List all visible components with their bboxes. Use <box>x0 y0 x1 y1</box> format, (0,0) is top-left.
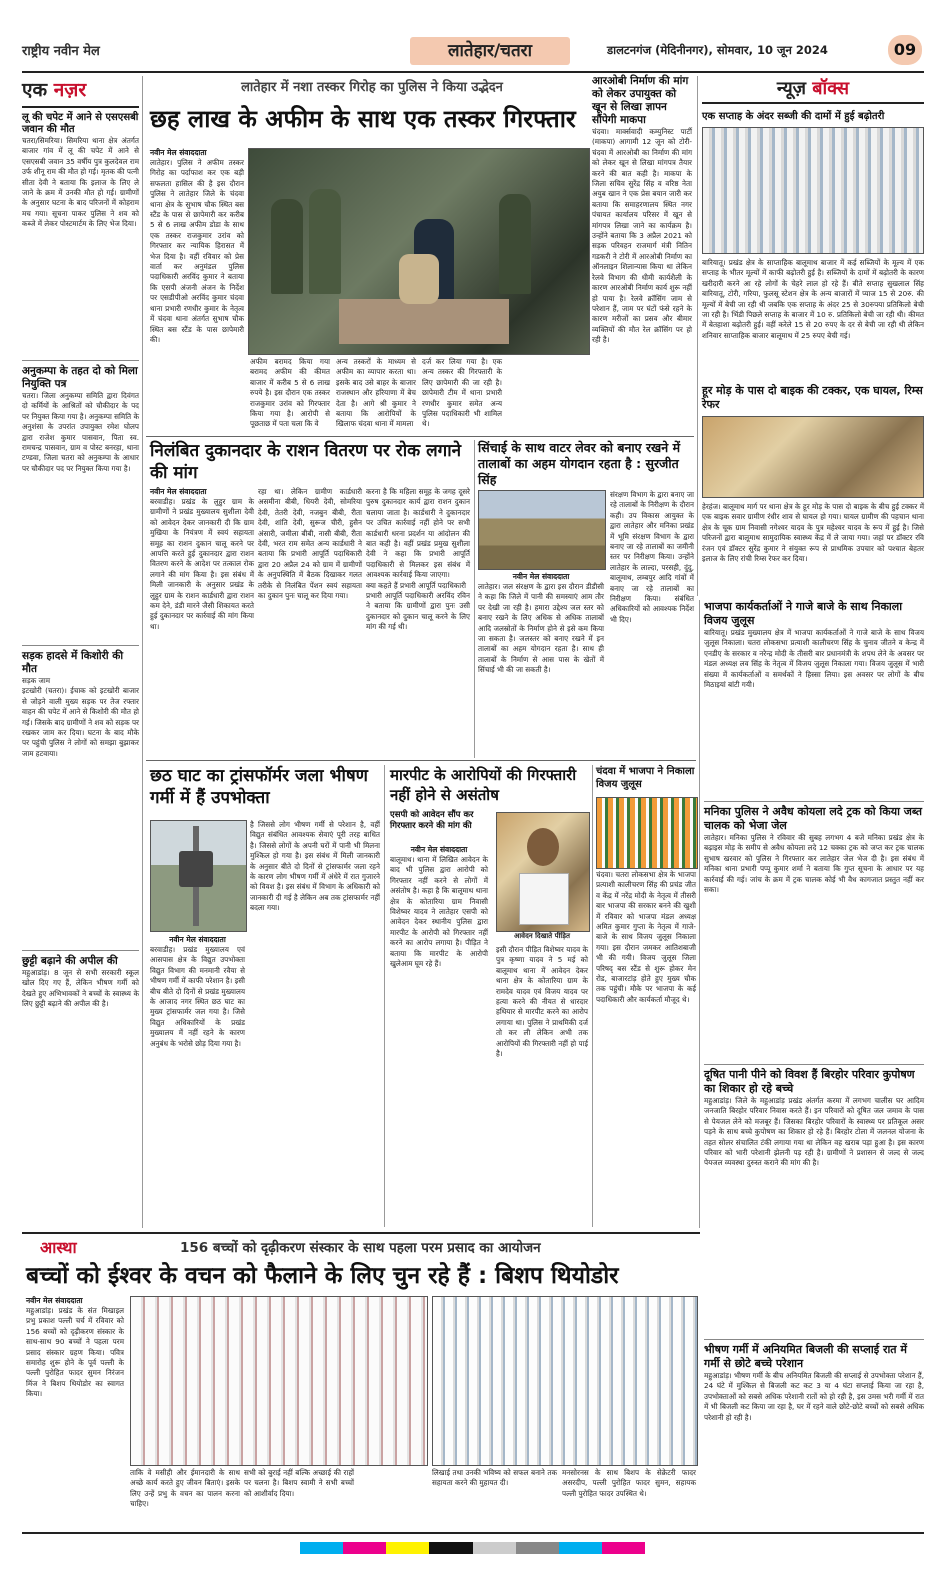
nazar-headline: छुट्टी बढ़ाने की अपील की <box>22 955 118 967</box>
marpeet-text-col1 <box>390 845 491 1227</box>
bijli-headline: भीषण गर्मी में अनियमित बिजली की सप्लाई रात में गर्मी से छोटे बच्चे परेशान <box>704 1343 907 1370</box>
section-label: लातेहार/चतरा <box>410 37 570 65</box>
irrigation-body: लातेहार। जल संरक्षण के द्वारा इस दौरान डीडीसी ने कहा कि जिले में पानी की समस्याएं आम तौर पर देखी जा रही है। हमारा उद्देश्य जल स्तर को बनाए रखने के लिए अधिक से अधिक तालाबों आदि जलस्रोतों के निर्माण होने से इसे कम किया जा सकता है। जलस्तर को बनाए रखने में इन तालाबों का अहम योगदान रहता है। साथ ही तालाबों के निर्माण से आस पास के खेतों में सिंचाई भी की जा सकती है। <box>478 582 607 675</box>
aastha-kicker: 156 बच्चों को दृढ़ीकरण संस्कार के साथ पहला परम प्रसाद का आयोजन <box>180 1240 541 1256</box>
aastha-tag: आस्था <box>40 1238 77 1257</box>
chandwa-bjp-headline: चंदवा में भाजपा ने निकाला विजय जुलूस <box>596 766 695 790</box>
aastha-headline: बच्चों को ईश्वर के वचन को फैलाने के लिए चुन रहे हैं : बिशप थियोडोर <box>26 1263 619 1289</box>
lead-body: लातेहार। पुलिस ने अफीम तस्कर गिरोह का पर्दाफाश कर एक बड़ी सफलता हासिल की है इस दौरान पुलिस ने लातेहार जिले के चंदवा थाना क्षेत्र के सुभाष चौक स्थित बस स्टैंड के पास से छापेमारी कर करीब 5 से 6 लाख अफीम डोडा के साथ एक तस्कर राजकुमार उरांव को गिरफ्तार कर न्यायिक हिरासत में भेज दिया है। वहीं रविवार को प्रेस वार्ता कर अनुमंडल पुलिस पदाधिकारी अरविंद कुमार ने बताया कि एसपी अंजनी अंजन के निर्देश पर एसडीपीओ अरविंद कुमार चंदवा थाना प्रभारी रणधीर कुमार के नेतृत्व में चंदवा थाना अंतर्गत सुभाष चौक स्थित बस स्टैंड के पास छापेमारी की। <box>150 158 247 344</box>
section-rule <box>146 760 696 761</box>
photo-caption: आवेदन दिखाते पीड़ित <box>514 932 570 940</box>
pond-inspection-photo <box>478 490 606 570</box>
nazar-item <box>22 650 139 946</box>
ration-body: बरवाडीह। प्रखंड के लुहुर ग्राम के ग्रामीणों ने प्रखंड मुख्यालय सुशीला देवी को आवेदन देकर जानकारी दी कि ग्राम मुखिया के नियंत्रण में स्वयं सहायता समूह का राशन दुकान चालू करने पर आपत्ति करते हुई दुकानदार द्वारा राशन वितरण करने के आदेश पर तत्काल रोक लगाने की मांग किया है। इस संबंध में मिली जानकारी के अनुसार प्रखंड के लुहुर ग्राम के राशन कार्डधारी द्वारा राशन कम देने, डंडी मारने जैसी शिकायत करते हुई दुकानदार पर कार्रवाई की मांग किया था। <box>150 497 257 631</box>
victory-procession-photo <box>596 797 698 869</box>
ration-body-col3: करना है कि महिला समूह के जगह दूसरे पुरुष दुकानदार कार्य द्वारा राशन दुकान चलाया जाता है। कार्डधारी ने दुकानदार पर उचित कार्रवाई नहीं होने पर सभी कार्डधारी धरना प्रदर्शन या आंदोलन की बात कही है। वहीं प्रखंड प्रमुख सुशीला देवी ने कहा कि प्रभारी आपूर्ति पदाधिकारी से मिलकर इस संबंध में आवश्यक कार्रवाई किया जाएगा। क्या कहते हैं प्रभारी आपूर्ति पदाधिकारी प्रभारी आपूर्ति पदाधिकारी अरविंद रविन ने बताया कि ग्रामीणों द्वारा पुनः उसी दुकानदार को दुकान चालू करने के लिए मांग की गई थी। <box>366 487 470 632</box>
news-box-headline: एक सप्ताह के अंदर सब्जी की दामों में हुई बढ़ोतरी <box>702 111 885 122</box>
lead-body-col3: अन्य तस्करों के माध्यम से अफीम का व्यापार करता था। इसके बाद उसे बाहर के बाजार राजस्थान और हरियाणा में बेच देता है। आगे श्री कुमार ने बताया कि आरोपियों के खिलाफ चंदवा थाना में मामला <box>336 357 419 429</box>
vegetable-market-photo <box>702 127 924 254</box>
aastha-text-col1 <box>26 1296 127 1528</box>
nazar-body: महुआडांड़। 8 जून से सभी सरकारी स्कूल खोल दिए गए हैं, लेकिन भीषण गर्मी को देखते हुए अभिभावकों ने बच्चों के स्वास्थ्य के लिए छुट्टी बढ़ाने की अपील की है। <box>22 968 142 1009</box>
aastha-body-col2: ताकि वे मसीही और ईमानदारी के साथ अच्छे कार्य करते हुए जीवन बिताएं। इसके लिए उन्हें प्रभु के वचन का पालन करना चाहिए। <box>130 1468 243 1509</box>
byline: नवीन मेल संवाददाता <box>410 845 468 854</box>
irrigation-body-col2: संरक्षण विभाग के द्वारा बनाए जा रहे तालाबों के निरीक्षण के दौरान कही। उप विकास आयुक्त के द्वारा लातेहार और मनिका प्रखंड में भूमि संरक्षण विभाग के द्वारा बनाए जा रहे तालाबों का जमीनी स्तर पर निरीक्षण किया। उन्होंने लातेहार के लाल्दा, परसही, दुंदु, बालूमाथ, लम्बपुर आदि गांवों में बनाए जा रहे तालाबों का निरीक्षण किया। संबंधित अधिकारियों को आवश्यक निर्देश भी दिए। <box>610 490 697 624</box>
lead-body-col4: दर्ज कर लिया गया है। एक अन्य तस्कर की गिरफ्तारी के लिए छापेमारी की जा रही है। छापेमारी टीम में थाना प्रभारी रणधीर कुमार समेत अन्य पुलिस पदाधिकारी भी शामिल थे। <box>422 357 505 429</box>
column-divider <box>592 765 593 1227</box>
cpi-story <box>592 75 695 435</box>
transformer-headline: छठ घाट का ट्रांसफॉर्मर जला भीषण गर्मी में हैं उपभोक्ता <box>150 766 368 808</box>
water-body: महुआडांड़। जिले के महुआडांड़ प्रखंड अंतर्गत करमा में लगभग चालीस घर आदिम जनजाति बिरहोर परिवार निवास करते हैं। इन परिवारों को दूषित जल जमाव के पास से पेयजल लेने को मजबूर हैं। जिसका बिरहोर परिवारों के स्वास्थ्य पर प्रतिकूल असर पड़ने के साथ बच्चे कुपोषण का शिकार हो रहे हैं। बिरहोर टोला में जलनल योजना के तहत सोलर संचालित टंकी लगाया गया था लेकिन वह खराब पड़ा हुआ है। इस कारण परिवार को भारी परेशानी झेलनी पड़ रही है। ग्रामीणों ने प्रशासन से जल्द से जल्द पेयजल व्यवस्था दुरुस्त कराने की मांग की है। <box>704 1096 927 1168</box>
marpeet-body-col2: इसी दौरान पीड़ित विशेष्वर यादव के पुत्र कृष्णा यादव ने 5 मई को बालूमाथ थाना में आवेदन देकर थाना क्षेत्र के कोतारिया ग्राम के रामदेव यादव एवं विजय यादव पर हत्या करने की नीयत से धारदार हथियार से मारपीट करने का आरोप लगाया था। पुलिस ने प्राथमिकी दर्ज तो कर ली लेकिन अभी तक आरोपियों की गिरफ्तारी नहीं हो पाई है। <box>496 945 591 1059</box>
news-box-body: बारियातू। प्रखंड क्षेत्र के साप्ताहिक बालूमाथ बाजार में कई सब्जियों के मूल्य में एक सप्ताह के भीतर मूल्यों में काफी बढ़ोतरी हुई है। सब्जियों के दामों में बढ़ोतरी के कारण खरीदारी करने आ रहे लोगों के चेहरे लाल हो रहे हैं। बीते सप्ताह सुखलाल सिंह बारियातू, टोरी, गरिया, फुलसू स्टेशन क्षेत्र के अन्य बाजारों में प्याज 15 से 20रु. की मूल्यों में बेची जा रही थी जबकि एक सप्ताह के अंदर 25 से 30रुपया प्रतिकिलो बेची जा रही है। भिंडी पिछले सप्ताह के बाजार में 10 रु. प्रतिकिलो बेची जा रही थी। कीमत में बेतहाशा बढ़ोतरी हुई। वहीं करेले 15 से 20 रुपए के दर से बेची जा रही थी लेकिन शनिवार साप्ताहिक बाजार बालूमाथ में 25 रुपए बेची गई। <box>702 258 927 340</box>
news-box <box>702 76 927 596</box>
aastha-body: महुआडांड़। प्रखंड के संत मिखाइल प्रभु प्रकाश पल्ली चर्च में रविवार को 156 बच्चों को दृढ़ीकरण संस्कार के साथ-साथ 90 बच्चों ने पहला परम प्रसाद संस्कार ग्रहण किया। पवित्र समारोह शुरू होने के पूर्व पल्ली के पल्ली पुरोहित फादर सुमन निरंजन मिंज ने बिशप थियोडोर का स्वागत किया। <box>26 1306 127 1399</box>
transformer-body: बरवाडीह। प्रखंड मुख्यालय एवं आसपास क्षेत्र के विद्युत उपभोक्ता विद्युत विभाग की मनमानी रवैया से भीषण गर्मी में काफी परेशान है। इसी बीच बीते दो दिनों से प्रखंड मुख्यालय के आजाद नगर स्थित छठ घाट का मुख्य ट्रांसफार्मर जल गया है। जिसे विद्युत अधिकारियों के प्रखंड मुख्यालय में नहीं रहने के कारण अनुबंध के भरोसे छोड़ दिया गया है। <box>150 945 248 1048</box>
footer-rule <box>22 1532 924 1534</box>
column-divider <box>699 600 700 1228</box>
lead-body-col2: अफीम बरामद किया गया बरामद अफीम की कीमत बाजार में करीब 5 से 6 लाख रुपये है। इस दौरान एक तस्कर राजकुमार उरांव को गिरफ्तार किया गया है। आरोपी से पूछताछ में पता चला कि वे <box>250 357 333 429</box>
page-header <box>22 33 924 69</box>
dateline: डालटनगंज (मेदिनीनगर), सोमवार, 10 जून 2024 <box>607 43 828 57</box>
mahua-bjp-headline: भाजपा कार्यकर्ताओं ने गाजे बाजे के साथ निकाला विजय जुलूस <box>704 600 903 627</box>
section-rule <box>146 436 694 437</box>
irrigation-headline: सिंचाई के साथ वाटर लेवर को बनाए रखने में तालाबों का अहम योगदान रहता है : सुरजीत सिंह <box>478 440 681 487</box>
byline: नवीन मेल संवाददाता <box>150 148 207 157</box>
injured-man-photo <box>702 416 924 498</box>
byline: नवीन मेल संवाददाता <box>512 572 570 581</box>
lead-photo <box>248 148 588 353</box>
lead-kicker: लातेहार में नशा तस्कर गिरोह का पुलिस ने किया उद्भेदन <box>241 80 503 95</box>
coal-body: लातेहार। मनिका पुलिस ने रविवार की सुबह लगभग 4 बजे मनिका प्रखंड क्षेत्र के बढ़ाइस मोड़ के समीप से अवैध कोयला लदे 12 चक्का ट्रक को जप्त कर ट्रक चालक सुभाष खरवार को पुलिस ने गिरफ्तार कर लातेहार जेल भेज दी है। इस संबंध में मनिका थाना प्रभारी पप्पू कुमार शर्मा ने बताया कि गुप्त सूचना के आधार पर यह कार्रवाई की गई। जांच के क्रम में ट्रक चालक कोई भी वैध कागजात प्रस्तुत नहीं कर सका। <box>704 833 927 895</box>
nazar-headline: लू की चपेट में आने से एसएसबी जवान की मौत <box>22 112 139 135</box>
column-divider <box>142 76 143 1228</box>
victim-photo <box>496 812 590 932</box>
lead-body-col5 <box>508 357 588 432</box>
nazar-headline: अनुकम्पा के तहत दो को मिला नियुक्ति पत्र <box>22 365 138 390</box>
transformer-photo <box>150 820 247 932</box>
aastha-rule <box>22 1232 700 1234</box>
transformer-body-col2: है जिससे लोग भीषण गर्मी से परेशान है, वहीं विद्युत संबंधित आवश्यक सेवाएं पूरी तरह बाधित है। जिससे लोगों के अपनी घरों में पानी भी मिलना मुश्किल हो गया है। इस संबंध में मिली जानकारी के अनुसार बीते दो दिनों से ट्रांसफार्मर जला रहने के कारण लोग भीषण गर्मी में अंधेरे में रात गुजारने को विवश है। इस संबंध में विभाग के अधिकारी को जानकारी दी गई है लेकिन अब तक ट्रांसफार्मर नहीं बदला गया। <box>250 820 383 913</box>
right-column <box>704 600 927 1528</box>
nazar-body: चतरा/सिमरिया। सिमरिया थाना क्षेत्र अंतर्गत बाजार गांव में लू की चपेट में आने से एसएसबी जवान 35 वर्षीय पुत्र कुलदेवल राम उर्फ शीनू राम की मौत हो गई। मृतक की पत्नी सीता देवी ने बताया कि इलाज के लिए ले जाने के क्रम में उनकी मौत हो गई। ग्रामीणों के अनुसार घटना के बाद परिजनों में कोहराम मच गया। सूचना पाकर पुलिस ने शव को कब्जे में लेकर पोस्टमार्टम के लिए भेज दिया। <box>22 136 142 229</box>
nazar-headline: सड़क हादसे में किशोरी की मौत <box>22 650 124 675</box>
column-divider <box>384 765 385 1227</box>
byline: नवीन मेल संवाददाता <box>169 935 226 944</box>
ek-nazar-column <box>22 76 142 1228</box>
ration-body-col2: रहा था। लेकिन ग्रामीण कार्डधारी असमीना बीबी, धियरी देवी, सोमरिया देवी, तेतरी देवी, नजबुन बीबी, रीता देवी, शांति देवी, सुरूज चीरी, हुसैन अंसारी, जमीला बीबी, नासी बीबी, रीता देवी, भरत राम समेत अन्य कार्डधारी ने बताया कि प्रभारी आपूर्ति पदाधिकारी द्वारा 20 अप्रैल 24 को ग्राम में ग्रामीणों के अनुपस्थिति में बैठक दिखाकर गलत तरीके से निलंबित पेंशन स्वयं सहायता का दुकान पुनः चालू कर दिया गया। <box>258 487 365 601</box>
nazar-item <box>22 955 142 1168</box>
coal-headline: मनिका पुलिस ने अवैध कोयला लदे ट्रक को किया जब्त चालक को भेजा जेल <box>704 805 922 832</box>
news-box-headline: हूर मोड़ के पास दो बाइक की टक्कर, एक घायल, रिम्स रेफर <box>702 384 923 411</box>
nazar-body: चतरा। जिला अनुकम्पा समिति द्वारा दिवंगत दो कर्मियों के आश्रितों को चौकीदार के पद पर नियुक्त किया गया है। अनुकम्पा समिति के अनुशंसा के उपरांत उपायुक्त रमेश घोलप द्वारा राजेश कुमार पासवान, पिता स्व. रामचन्द्र पासवान, ग्राम व पोस्ट बनरहा, थाना टण्डवा, जिला चतरा को अनुकम्पा के आधार पर चौकीदार पद पर नियुक्त किया गया है। <box>22 391 142 473</box>
marpeet-subhead: एसपी को आवेदन सौंप कर गिरफ्तार करने की मांग की <box>390 810 474 831</box>
column-divider <box>474 440 475 758</box>
masthead: राष्ट्रीय नवीन मेल <box>22 44 100 59</box>
nazar-item <box>22 112 142 356</box>
aastha-body-col5: मनसोरनस के साथ बिशप के सेक्रेटरी फादर असरदीप, पल्ली पुरोहित फादर सुमन, सहायक पल्ली पुरोहित फादर उपस्थित थे। <box>562 1468 699 1498</box>
confirmation-ceremony-photo <box>130 1296 428 1466</box>
mahua-bjp-body: बारियातू। प्रखंड मुख्यालय क्षेत्र में भाजपा कार्यकर्ताओं ने गाजे बाजे के साथ विजय जुलूस निकाला। चतरा लोकसभा प्रत्याशी कालीचरण सिंह के चुनाव जीतने व केन्द्र में एनडीए के सरकार व नरेन्द्र मोदी के तीसरी बार प्रधानमंत्री के शपथ लेने के अवसर पर मंडल अध्यक्ष लव सिंह के नेतृत्व में विजय जुलूस निकाला गया। विजय जुलूस में भारी संख्या में कार्यकर्ताओं व समर्थकों ने हिस्सा लिया। इस अवसर पर लोगों के बीच मिठाइयां बांटी गयी। <box>704 628 927 690</box>
cpi-body: चंदवा। मार्क्सवादी कम्युनिस्ट पार्टी (माकपा) आगामी 12 जून को टोरी-चंदवा में आरओबी का निर्माण की मांग को लेकर खून से लिखा मांगपत्र तैयार करने की बात कही है। माकपा के जिला सचिव सुरेंद्र सिंह व वरिष्ठ नेता अयुब खान ने एक प्रेस बयान जारी कर बताया कि समाहरणालय स्थित नगर पंचायत कार्यालय परिसर में खून से मांगपत्र लिखा जाने का कार्यक्रम है। उन्होंने बताया कि 3 अप्रैल 2021 को सड़क परिवहन राजमार्ग मंत्री नितिन गडकरी ने टोरी में आरओबी निर्माण का ऑनलाइन शिलान्यास किया था लेकिन रेलवे विभाग की धीमी कार्यशैली के कारण आरओबी निर्माण कार्य शुरू नहीं हो पाया है। रेलवे क्रॉसिंग जाम से परेशान हैं, जाम पर घंटों फंसे रहने के कारण मरीजों का प्रसव और बीमार व्यक्तियों की मौत रेल क्रॉसिंग पर हो रही है। <box>592 127 695 345</box>
water-headline: दूषित पानी पीने को विवश हैं बिरहोर परिवार कुपोषण का शिकार हो रहे बच्चे <box>704 1068 915 1095</box>
chandwa-bjp-body: चंदवा। चतरा लोकसभा क्षेत्र के भाजपा प्रत्याशी कालीचरण सिंह की प्रचंड जीत व केंद्र में नरेंद्र मोदी के नेतृत्व में तीसरी बार भाजपा की सरकार बनने की खुशी में रविवार को भाजपा मंडल अध्यक्ष अमित कुमार गुप्ता के नेतृत्व में गाजे-बाजे के साथ विजय जुलूस निकाला गया। इस दौरान जमकर आतिशबाजी भी की गयी। विजय जुलूस जिला परिषद् बस स्टैंड से शुरू होकर मेन रोड, बाजारटांड़ होते हुए मुख्य चौक तक पहुंची। मौके पर भाजपा के कई पदाधिकारी और कार्यकर्ता मौजूद थे। <box>596 870 699 1004</box>
marpeet-headline: मारपीट के आरोपियों की गिरफ्तारी नहीं होने से असंतोष <box>390 766 577 804</box>
ration-headline: निलंबित दुकानदार के राशन वितरण पर रोक लगाने की मांग <box>150 441 462 483</box>
byline: नवीन मेल संवाददाता <box>150 487 207 496</box>
aastha-body-col4: लिखाई तथा उनकी भविष्य को सफल बनाने तक सहायता करने की मुहायत दी। <box>432 1468 560 1488</box>
cpi-headline: आरओबी निर्माण की मांग को लेकर उपायुक्त को खून से लिखा ज्ञापन सौंपेगी माकपा <box>592 75 689 126</box>
nazar-item <box>22 365 142 641</box>
bijli-body: महुआडांड़। भीषण गर्मी के बीच अनियमित बिजली की सप्लाई से उपभोक्ता परेशान हैं, 24 घंटे में मुश्किल से बिजली कट कट 3 या 4 घंटा सप्लाई किया जा रहा है, उपभोक्ताओं को सबसे अधिक परेशानी रातों को हो रही है, इस उमस भरी गर्मी में रात में भी बिजली कट किया जा रहा है, घर में रहने वाले छोटे-छोटे बच्चों को सबसे अधिक परेशानी हो रही है। <box>704 1371 927 1422</box>
page-number: 09 <box>888 35 922 65</box>
transformer-text-col1 <box>150 935 248 1225</box>
ration-text-col1 <box>150 487 257 757</box>
news-box-body: हेरहंज। बालूमाथ मार्ग पर थाना क्षेत्र के हूर मोड़ के पास दो बाइक के बीच हुई टक्कर में एक बाइक सवार ग्रामीण रंधीर शाव से घायल हो गया। घायल ग्रामीण की पहचान थाना क्षेत्र के चूक ग्राम निवासी नगेश्वर यादव के पुत्र महेश्वर यादव के रूप में हुई है। जिसे परिजनों द्वारा बालूमाथ सामुदायिक स्वास्थ्य केंद्र में ले जाया गया। जहां पर डॉक्टर रवि रंजन एवं डॉक्टर सुरेंद्र कुमार ने संयुक्त रूप से प्राथमिक उपचार को पश्चात बेहतर इलाज के लिए रांची रिम्स रेफर कर दिया। <box>702 502 927 564</box>
nazar-body: सड़क जाम इटखोरी (चतरा)। ईचाक को इटखोरी बाजार से जोड़ने वाली मुख्य सड़क पर तेज रफ्तार वाहन की चपेट में आने से किशोरी की मौत हो गई। जिसके बाद ग्रामीणों ने शव को सड़क पर रखकर जाम कर दिया। घटना के बाद मौके पर पहुंची पुलिस ने लोगों को समझा बुझाकर जाम हटवाया। <box>22 676 139 758</box>
marpeet-body: बालूमाथ। थाना में लिखित आवेदन के बाद भी पुलिस द्वारा आरोपी को गिरफ्तार नहीं करने से लोगों में असंतोष है। कहा है कि बालूमाथ थाना क्षेत्र के कोतारिया ग्राम निवासी विशेष्वर यादव ने लातेहार एसपी को आवेदन देकर स्थानीय पुलिस द्वारा मारपीट के आरोपी को गिरफ्तार नहीं करने का आरोप लगाया है। पीड़ित ने बताया कि मारपीट के आरोपी खुलेआम घूम रहे हैं। <box>390 855 491 969</box>
first-communion-photo <box>432 1296 698 1466</box>
news-box-title: न्यूज़ बॉक्स <box>702 76 924 104</box>
byline: नवीन मेल संवाददाता <box>26 1296 83 1305</box>
header-rule <box>22 71 924 73</box>
irrigation-text-col1 <box>478 572 607 758</box>
aastha-body-col3: सभी को बुराई नहीं बल्कि अच्छाई की राहों पर चलना है। बिशप स्वामी ने सभी बच्चों को आशीर्वाद दिया। <box>244 1468 357 1498</box>
ek-nazar-title: एक नज़र <box>22 79 87 101</box>
color-registration-bar <box>300 1542 645 1554</box>
lead-headline: छह लाख के अफीम के साथ एक तस्कर गिरफ्तार <box>150 105 576 133</box>
column-divider <box>697 76 698 596</box>
